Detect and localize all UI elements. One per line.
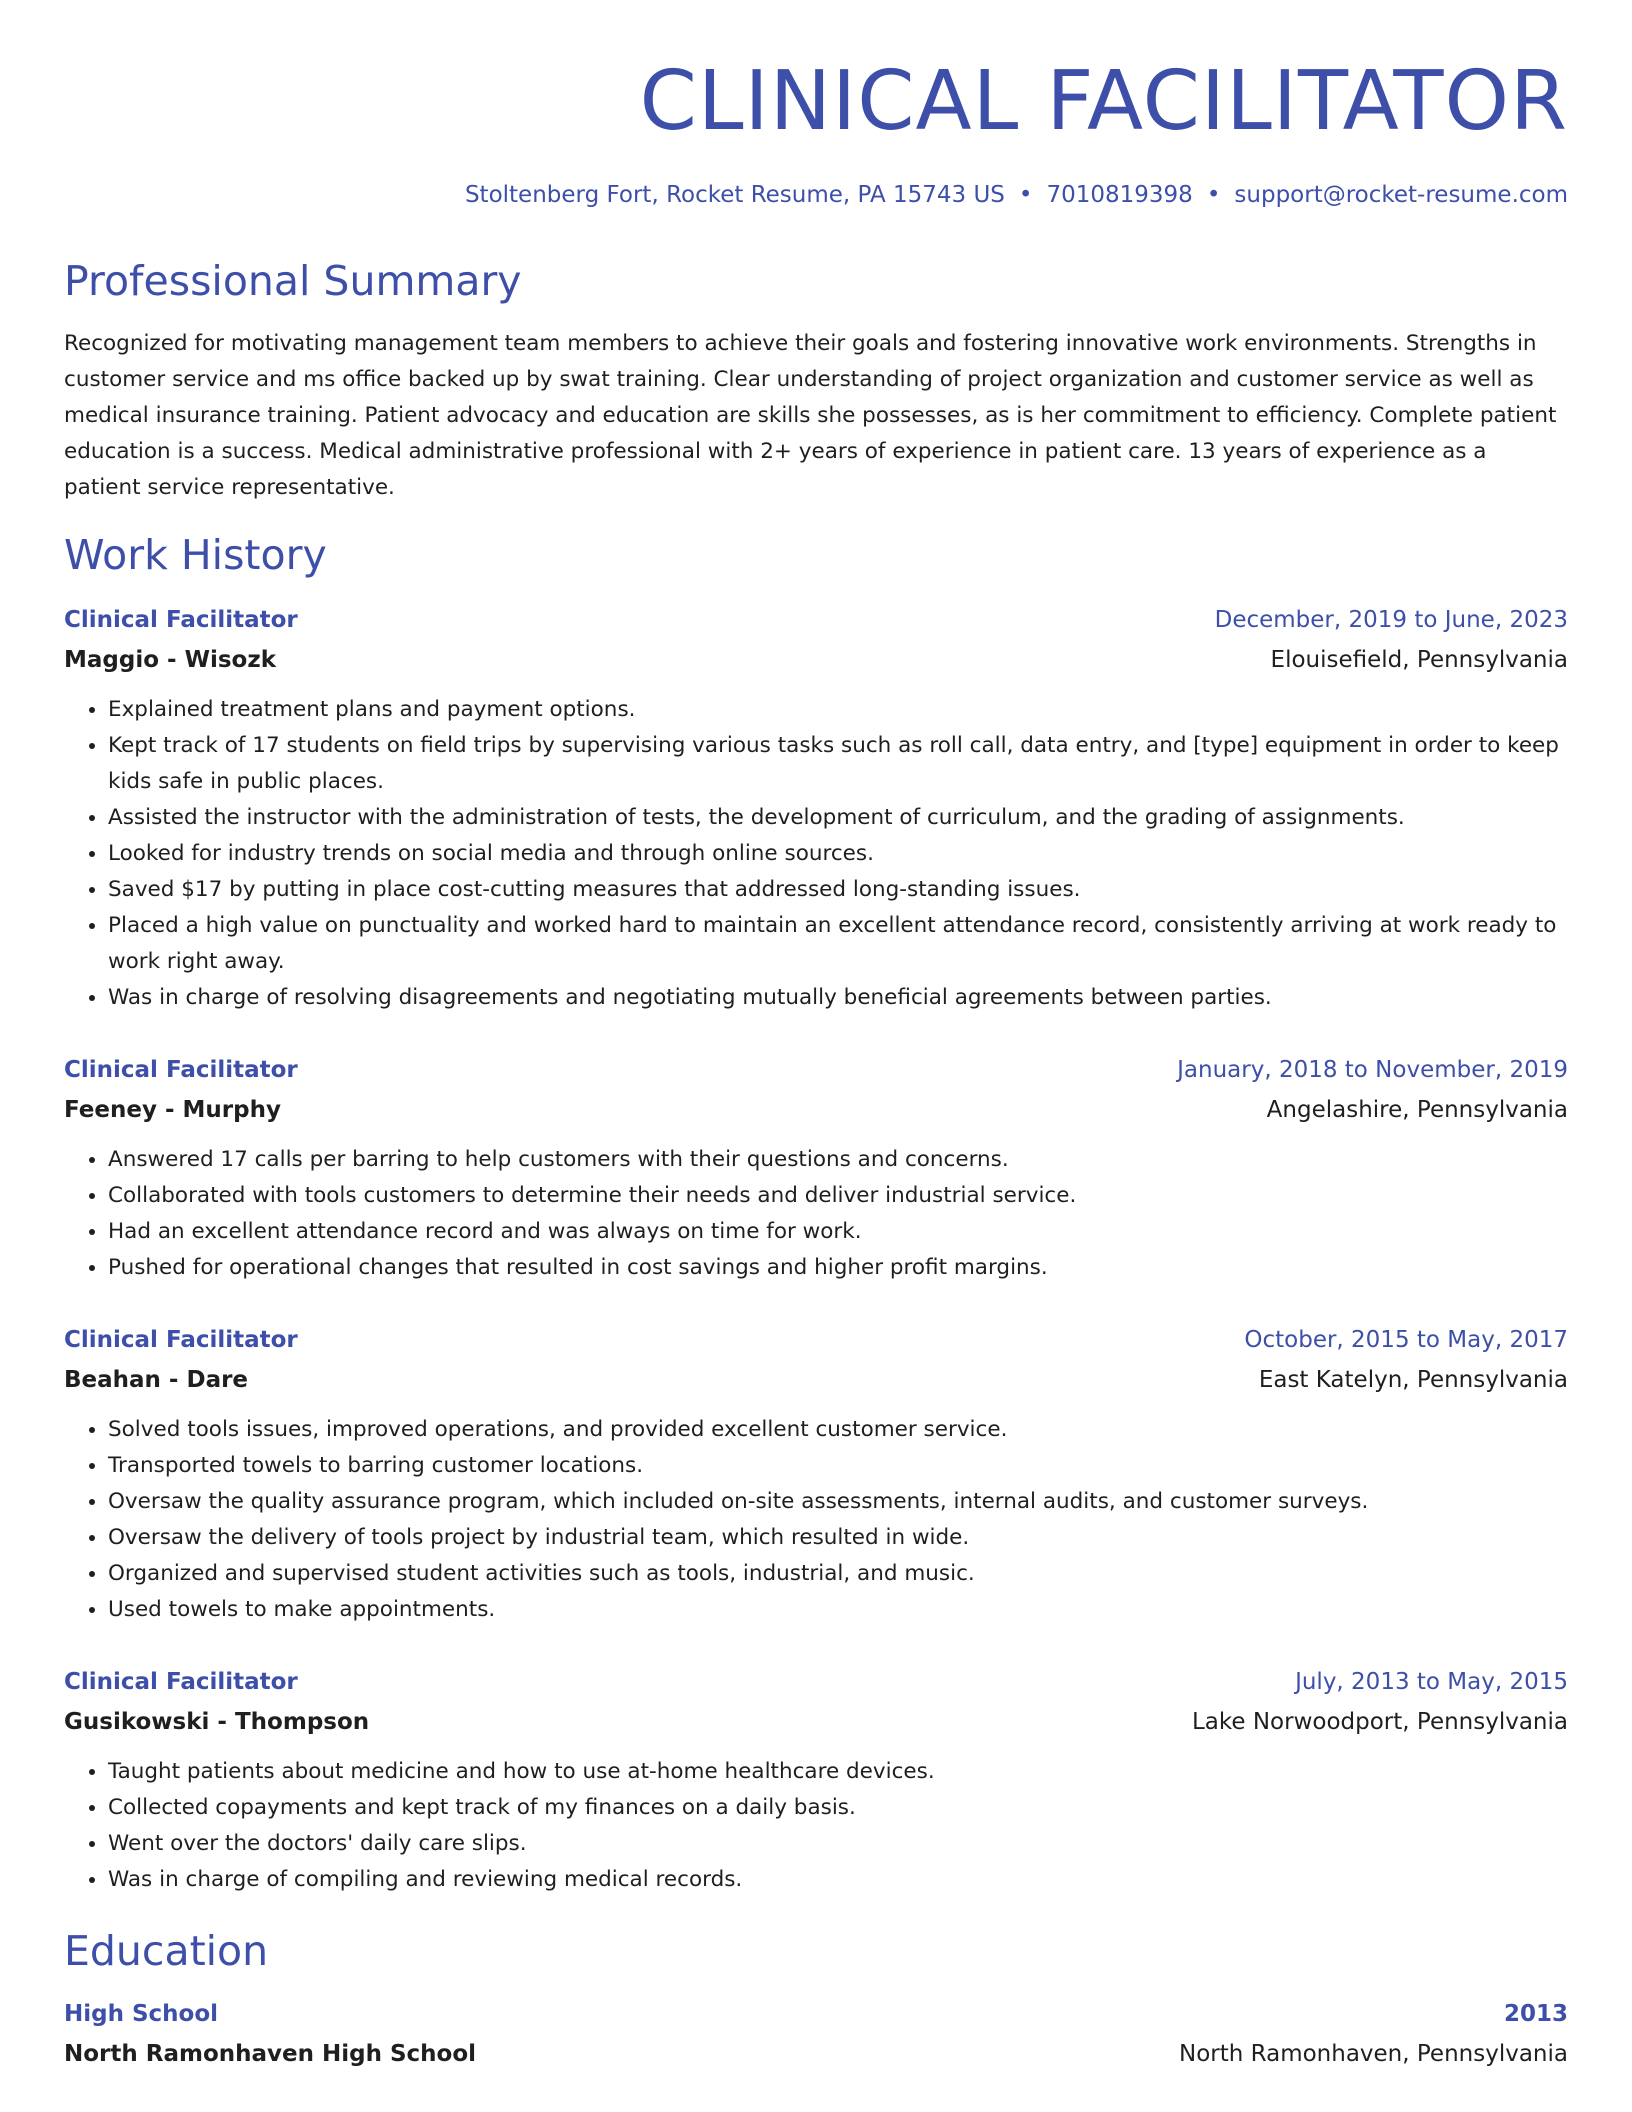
contact-phone: 7010819398 — [1046, 182, 1193, 208]
education-location: North Ramonhaven, Pennsylvania — [1178, 2041, 1568, 2067]
job-title: Clinical Facilitator — [64, 1327, 298, 1353]
education-degree: High School — [64, 2001, 219, 2027]
job-bullet: • Was in charge of resolving disagreements and negotiating mutually beneficial agreements between parties. — [108, 980, 1568, 1016]
job-entry — [64, 1662, 1568, 1898]
job-title: Clinical Facilitator — [64, 1057, 298, 1083]
job-bullet: • Saved $17 by putting in place cost-cutting measures that addressed long-standing issues. — [108, 872, 1568, 908]
job-entry — [64, 600, 1568, 1016]
job-dates: January, 2018 to November, 2019 — [1177, 1057, 1568, 1083]
job-bullets — [64, 1754, 1568, 1898]
job-bullet: • Placed a high value on punctuality and worked hard to maintain an excellent attendance record, consistently arriving at work ready to work right away. — [108, 908, 1568, 980]
job-bullet: • Pushed for operational changes that resulted in cost savings and higher profit margins. — [108, 1250, 1568, 1286]
education-year: 2013 — [1503, 2001, 1568, 2027]
job-dates: December, 2019 to June, 2023 — [1214, 607, 1568, 633]
contact-address: Stoltenberg Fort, Rocket Resume, PA 15743 US — [464, 182, 1005, 208]
job-title: Clinical Facilitator — [64, 1669, 298, 1695]
section-title-summary: Professional Summary — [64, 257, 522, 305]
job-bullets — [64, 1412, 1568, 1628]
job-location: Angelashire, Pennsylvania — [1266, 1097, 1568, 1123]
job-bullet: • Explained treatment plans and payment options. — [108, 692, 1568, 728]
section-title-education: Education — [64, 1927, 269, 1975]
job-bullet: • Collaborated with tools customers to determine their needs and deliver industrial service. — [108, 1178, 1568, 1214]
job-company: Beahan - Dare — [64, 1367, 249, 1393]
job-location: East Katelyn, Pennsylvania — [1258, 1367, 1568, 1393]
section-title-work-history: Work History — [64, 531, 327, 579]
job-bullet: • Assisted the instructor with the administration of tests, the development of curriculum, and the grading of assignments. — [108, 800, 1568, 836]
contact-separator: • — [1206, 182, 1221, 208]
job-bullet: • Solved tools issues, improved operations, and provided excellent customer service. — [108, 1412, 1568, 1448]
job-dates: October, 2015 to May, 2017 — [1244, 1327, 1568, 1353]
job-location: Elouisefield, Pennsylvania — [1270, 647, 1568, 673]
job-bullet: • Used towels to make appointments. — [108, 1592, 1568, 1628]
job-bullet: • Kept track of 17 students on field trips by supervising various tasks such as roll call, data entry, and [type] equipment in order to keep kids safe in public places. — [108, 728, 1568, 800]
resume-page — [64, 52, 1568, 2074]
job-bullet: • Transported towels to barring customer locations. — [108, 1448, 1568, 1484]
job-entry — [64, 1320, 1568, 1628]
job-bullet: • Oversaw the delivery of tools project by industrial team, which resulted in wide. — [108, 1520, 1568, 1556]
job-bullet: • Answered 17 calls per barring to help customers with their questions and concerns. — [108, 1142, 1568, 1178]
job-title: Clinical Facilitator — [64, 607, 298, 633]
job-bullet: • Went over the doctors' daily care slips. — [108, 1826, 1568, 1862]
job-company: Maggio - Wisozk — [64, 647, 277, 673]
resume-name: CLINICAL FACILITATOR — [639, 54, 1568, 149]
job-bullet: • Looked for industry trends on social media and through online sources. — [108, 836, 1568, 872]
contact-separator: • — [1018, 182, 1033, 208]
contact-email: support@rocket-resume.com — [1234, 182, 1568, 208]
education-entry — [64, 1994, 1568, 2074]
job-bullets — [64, 692, 1568, 1016]
job-bullet: • Oversaw the quality assurance program, which included on-site assessments, internal audits, and customer surveys. — [108, 1484, 1568, 1520]
job-dates: July, 2013 to May, 2015 — [1295, 1669, 1568, 1695]
job-location: Lake Norwoodport, Pennsylvania — [1191, 1709, 1568, 1735]
contact-line — [64, 178, 1568, 212]
job-entry — [64, 1050, 1568, 1286]
job-bullet: • Had an excellent attendance record and was always on time for work. — [108, 1214, 1568, 1250]
job-company: Gusikowski - Thompson — [64, 1709, 370, 1735]
education-school: North Ramonhaven High School — [64, 2041, 477, 2067]
job-company: Feeney - Murphy — [64, 1097, 281, 1123]
job-bullets — [64, 1142, 1568, 1286]
job-bullet: • Collected copayments and kept track of my finances on a daily basis. — [108, 1790, 1568, 1826]
job-bullet: • Taught patients about medicine and how to use at-home healthcare devices. — [108, 1754, 1568, 1790]
summary-text: Recognized for motivating management team members to achieve their goals and fostering innovative work environments. Strengths in customer service and ms office backed up by swat training. Clear understanding of project organization and customer service as well as medical insurance training. Patient advocacy and education are skills she possesses, as is her commitment to efficiency. Complete patient education is a success. Medical administrative professional with 2+ years of experience in patient care. 13 years of experience as a patient service representative. — [64, 331, 1557, 500]
job-bullet: • Organized and supervised student activities such as tools, industrial, and music. — [108, 1556, 1568, 1592]
job-bullet: • Was in charge of compiling and reviewing medical records. — [108, 1862, 1568, 1898]
